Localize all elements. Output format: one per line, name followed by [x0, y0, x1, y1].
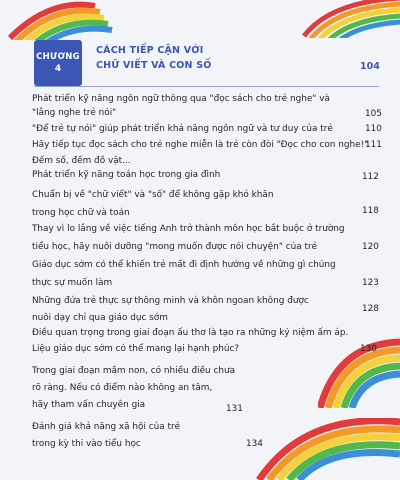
toc-entry[interactable]	[32, 364, 377, 420]
toc-entry-page: 134	[246, 439, 263, 449]
toc-entry-text: Những đứa trẻ thực sự thông minh và khôn ngoan không được	[32, 296, 309, 306]
toc-entry-text: "Để trẻ tự nói" giúp phát triển khả năng ngôn ngữ và tư duy của trẻ	[32, 124, 333, 134]
rainbow-decoration-top-left	[0, 0, 120, 40]
toc-entry[interactable]	[32, 258, 377, 294]
toc-entry-text: Phát triển kỹ năng toán học trong gia đình	[32, 170, 221, 180]
toc-entry-text: Phát triển kỹ năng ngôn ngữ thông qua "đọc sách cho trẻ nghe" và	[32, 94, 330, 104]
toc-entry-text: Đếm số, đếm đồ vật...	[32, 156, 131, 166]
toc-entry-text: Điều quan trọng trong giai đoạn ấu thơ là tạo ra những kỷ niệm ấm áp.	[32, 328, 349, 338]
toc-entry-page: 131	[226, 404, 243, 414]
toc-entry[interactable]	[32, 294, 377, 326]
toc-entry-text: "lắng nghe trẻ nói"	[32, 108, 117, 118]
chapter-title	[96, 43, 212, 73]
toc-entry[interactable]	[32, 154, 377, 168]
toc-entry-page: 130	[360, 344, 377, 354]
chapter-badge	[34, 40, 82, 86]
toc-entry-text: hãy tham vấn chuyên gia	[32, 400, 146, 410]
toc-entry-text: Giáo dục sớm có thể khiến trẻ mất đi định hướng về những gì chúng	[32, 260, 336, 270]
toc-entry[interactable]	[32, 222, 377, 258]
toc-entry-text: Thay vì lo lắng về việc tiếng Anh trở thành môn học bắt buộc ở trường	[32, 224, 345, 234]
toc-entry-text: trong kỳ thi vào tiểu học	[32, 439, 141, 449]
toc-entry-text: Đánh giá khả năng xã hội của trẻ	[32, 422, 181, 432]
chapter-badge-number: 4	[54, 64, 62, 74]
toc-entry[interactable]	[32, 92, 382, 122]
toc-entry-text: trong học chữ và toán	[32, 208, 130, 218]
toc-entry[interactable]	[32, 138, 382, 154]
toc-entry-text: thực sự muốn làm	[32, 278, 113, 288]
toc-entries	[32, 92, 382, 456]
chapter-badge-word: CHƯƠNG	[36, 52, 80, 62]
toc-entry[interactable]	[32, 122, 382, 138]
toc-entry-page: 118	[362, 206, 379, 216]
toc-entry-page: 112	[362, 172, 379, 182]
toc-entry-text: tiểu học, hãy nuôi dưỡng "mong muốn được nói chuyện" của trẻ	[32, 242, 318, 252]
chapter-title-line1: CÁCH TIẾP CẬN VỚI	[96, 45, 204, 56]
toc-entry-text: Chuẩn bị về "chữ viết" và "số" để không gặp khó khăn	[32, 190, 274, 200]
toc-entry-page: 110	[365, 124, 382, 134]
toc-entry-page: 111	[365, 140, 382, 150]
toc-entry-page: 120	[362, 242, 379, 252]
rainbow-decoration-top-right	[300, 0, 400, 38]
toc-entry[interactable]	[32, 326, 377, 364]
toc-entry[interactable]	[32, 420, 377, 456]
toc-entry[interactable]	[32, 188, 377, 222]
toc-entry-text: nuôi dạy chỉ qua giáo dục sớm	[32, 313, 168, 323]
toc-entry-text: rõ ràng. Nếu có điểm nào không an tâm,	[32, 383, 213, 393]
chapter-divider	[34, 86, 379, 87]
toc-entry-text: Hãy tiếp tục đọc sách cho trẻ nghe miễn là trẻ còn đòi "Đọc cho con nghe!"	[32, 140, 369, 150]
toc-entry-page: 123	[362, 278, 379, 288]
toc-entry-text: Liệu giáo dục sớm có thể mang lại hạnh phúc?	[32, 344, 240, 354]
toc-entry-text: Trong giai đoạn mầm non, có nhiều điều chưa	[32, 366, 236, 376]
toc-entry-page: 128	[362, 304, 379, 314]
chapter-page-number: 104	[360, 61, 380, 72]
chapter-title-line2: CHỮ VIẾT VÀ CON SỐ	[96, 60, 212, 71]
toc-entry[interactable]	[32, 168, 377, 188]
toc-entry-page: 105	[365, 109, 382, 119]
